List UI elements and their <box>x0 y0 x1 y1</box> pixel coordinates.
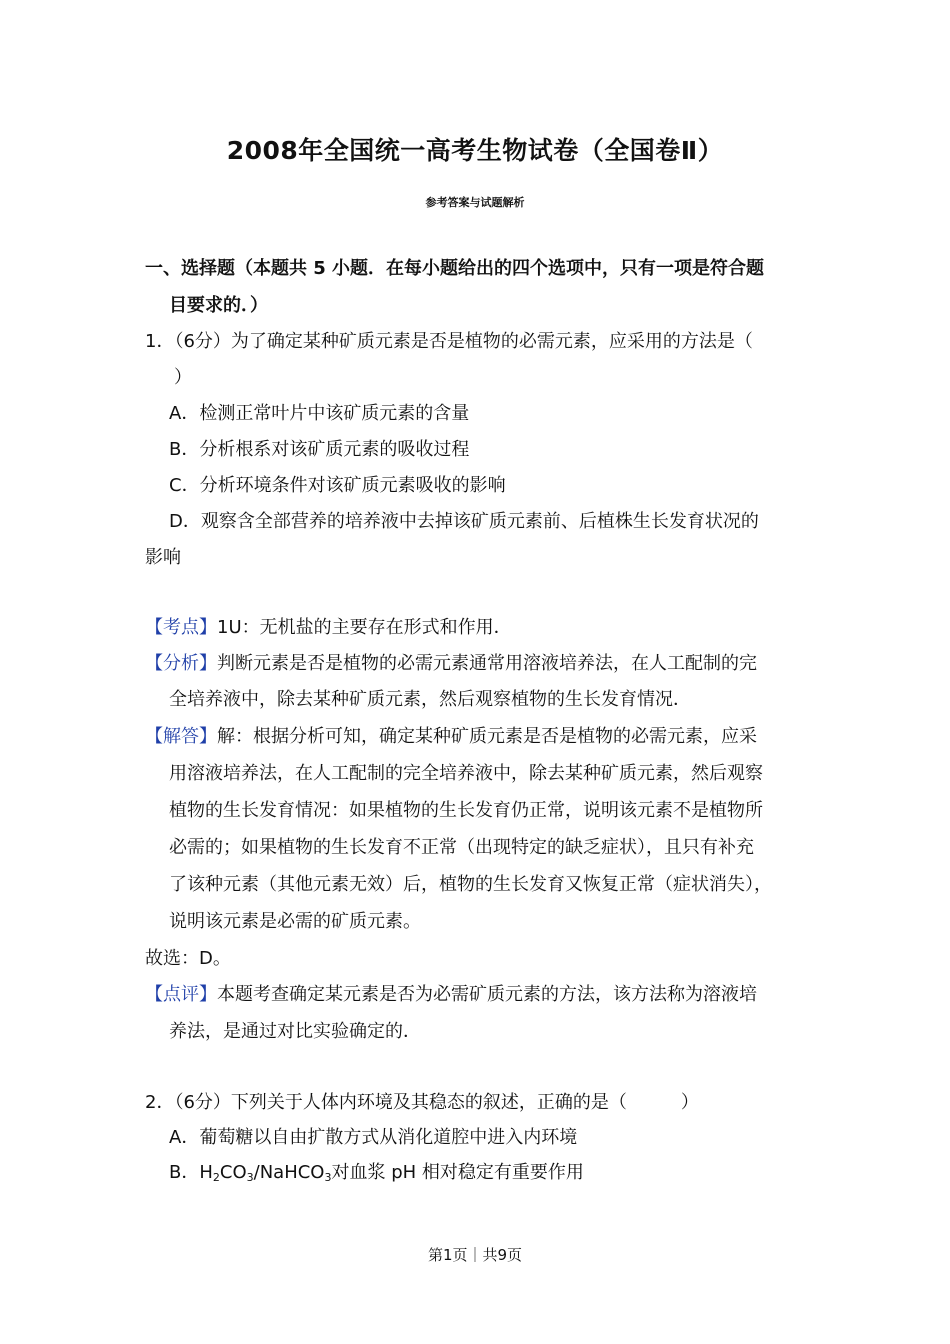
fenxi-tag: 【分析】 <box>145 653 217 674</box>
page-subtitle: 参考答案与试题解析 <box>425 196 525 209</box>
q1-stem-line2: ） <box>174 367 192 388</box>
jieda-text-line1: 解：根据分析可知，确定某种矿质元素是否是植物的必需元素，应采 <box>217 726 757 747</box>
q1-option-d-line2: 影响 <box>145 547 181 568</box>
q1-answer: 故选：D。 <box>145 948 231 969</box>
q2-option-b-sub3: 3 <box>324 1171 332 1184</box>
dianping-tag: 【点评】 <box>145 984 217 1005</box>
q2-option-b <box>169 1161 584 1185</box>
q2-option-b-prefix: B．H <box>169 1162 213 1183</box>
q1-option-a: A．检测正常叶片中该矿质元素的含量 <box>169 403 470 424</box>
q1-option-c: C．分析环境条件对该矿质元素吸收的影响 <box>169 475 506 496</box>
q2-option-b-sub2: 3 <box>246 1171 254 1184</box>
jieda-tag: 【解答】 <box>145 726 217 747</box>
page-title: 2008年全国统一高考生物试卷（全国卷Ⅱ） <box>226 136 724 165</box>
q1-jieda-line6: 说明该元素是必需的矿质元素。 <box>169 911 421 932</box>
q1-fenxi-line2: 全培养液中，除去某种矿质元素，然后观察植物的生长发育情况． <box>169 689 691 710</box>
q2-stem: 2．（6分）下列关于人体内环境及其稳态的叙述，正确的是（ ） <box>145 1092 699 1113</box>
q1-kaodian <box>145 616 512 640</box>
q2-option-b-sub1: 2 <box>212 1171 220 1184</box>
q1-jieda-line5: 了该种元素（其他元素无效）后，植物的生长发育又恢复正常（症状消失）， <box>169 874 772 895</box>
kaodian-text: 1U：无机盐的主要存在形式和作用． <box>217 617 512 638</box>
fenxi-text-line1: 判断元素是否是植物的必需元素通常用溶液培养法，在人工配制的完 <box>217 653 757 674</box>
q1-dianping-line2: 养法，是通过对比实验确定的． <box>169 1021 421 1042</box>
q1-jieda-line1 <box>145 725 757 749</box>
q1-jieda-line3: 植物的生长发育情况：如果植物的生长发育仍正常，说明该元素不是植物所 <box>169 800 763 821</box>
section-heading-line1: 一、选择题（本题共 5 小题．在每小题给出的四个选项中，只有一项是符合题 <box>145 258 765 279</box>
q1-jieda-line4: 必需的；如果植物的生长发育不正常（出现特定的缺乏症状），且只有补充 <box>169 837 754 858</box>
q1-fenxi-line1 <box>145 652 757 676</box>
q1-stem-line1: 1．（6分）为了确定某种矿质元素是否是植物的必需元素，应采用的方法是（ <box>145 331 753 352</box>
q2-option-b-mid1: CO <box>219 1162 247 1183</box>
q1-jieda-line2: 用溶液培养法，在人工配制的完全培养液中，除去某种矿质元素，然后观察 <box>169 763 763 784</box>
kaodian-tag: 【考点】 <box>145 617 217 638</box>
q2-option-b-suffix: 对血浆 pH 相对稳定有重要作用 <box>331 1162 584 1183</box>
q1-dianping-line1 <box>145 983 757 1007</box>
q2-option-b-mid2: /NaHCO <box>253 1162 325 1183</box>
dianping-text-line1: 本题考查确定某元素是否为必需矿质元素的方法，该方法称为溶液培 <box>217 984 757 1005</box>
q1-option-d-line1: D．观察含全部营养的培养液中去掉该矿质元素前、后植株生长发育状况的 <box>169 511 759 532</box>
page-footer: 第1页｜共9页 <box>427 1246 523 1264</box>
q1-option-b: B．分析根系对该矿质元素的吸收过程 <box>169 439 470 460</box>
section-heading-line2: 目要求的．） <box>169 295 268 316</box>
q2-option-a: A．葡萄糖以自由扩散方式从消化道腔中进入内环境 <box>169 1127 578 1148</box>
